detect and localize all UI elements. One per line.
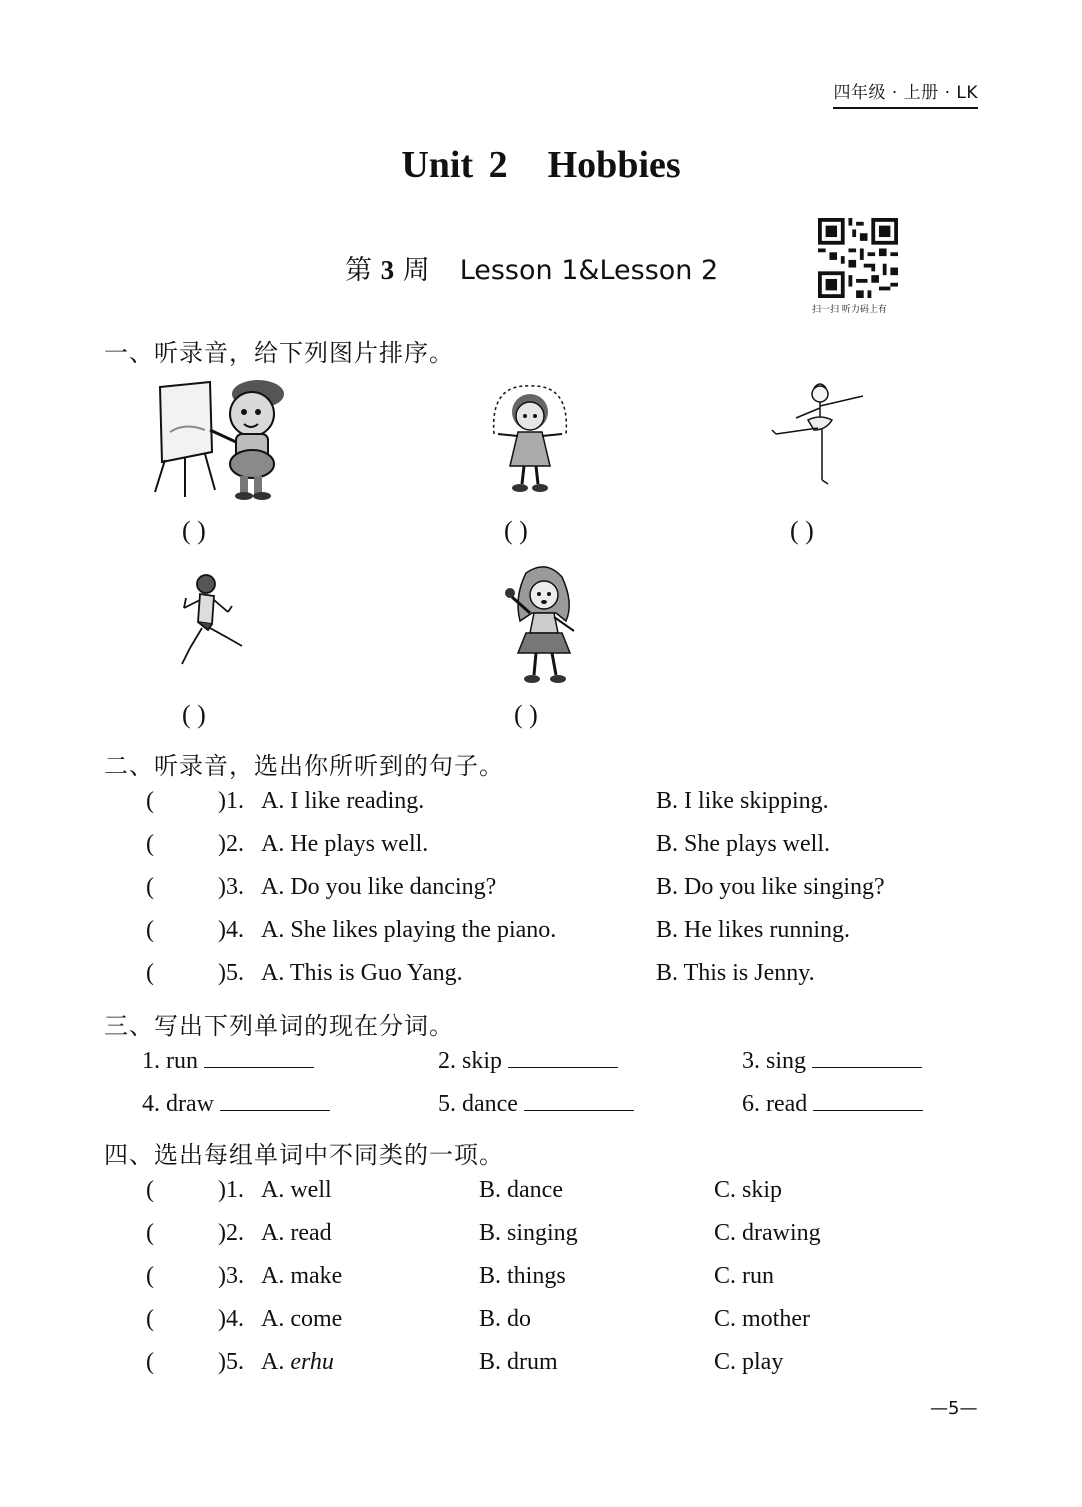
answer-paren-1[interactable]: ( ) [182, 516, 206, 545]
option-b: B. I like skipping. [656, 788, 829, 814]
answer-paren-4[interactable]: ( ) [182, 700, 206, 729]
question-number: )3. [218, 1263, 244, 1289]
word-item: 2. skip [438, 1047, 618, 1075]
word-item: 5. dance [438, 1090, 634, 1118]
question-number: )1. [218, 1177, 244, 1203]
section-3-heading: 三、写出下列单词的现在分词。 [104, 1012, 454, 1040]
option-b: B. dance [479, 1177, 563, 1203]
answer-blank[interactable] [813, 1090, 923, 1111]
answer-paren-3[interactable]: ( ) [790, 516, 814, 545]
option-a: A. read [261, 1220, 332, 1246]
word-item: 3. sing [742, 1047, 922, 1075]
week-subtitle [345, 248, 718, 287]
option-a: A. well [261, 1177, 332, 1203]
option-b: B. do [479, 1306, 532, 1332]
question-number: )1. [218, 788, 244, 814]
boy-running-picture [172, 572, 248, 672]
answer-paren-open[interactable]: ( [146, 917, 154, 943]
question-number: )3. [218, 874, 244, 900]
option-b: B. things [479, 1263, 566, 1289]
answer-blank[interactable] [524, 1090, 634, 1111]
week-label: 第 3 周 [345, 255, 430, 286]
option-b: B. She plays well. [656, 831, 830, 857]
page-number: —5— [930, 1398, 978, 1419]
answer-paren-open[interactable]: ( [146, 788, 154, 814]
unit-name: Hobbies [547, 144, 681, 186]
question-number: )2. [218, 831, 244, 857]
option-b: B. This is Jenny. [656, 960, 815, 986]
qr-caption: 扫一扫 听力码上有 [812, 305, 887, 315]
answer-blank[interactable] [204, 1047, 314, 1068]
girl-singing-picture [496, 563, 584, 687]
option-b: B. drum [479, 1349, 558, 1375]
option-a: A. Do you like dancing? [261, 874, 497, 900]
unit-number: Unit 2 [401, 144, 508, 186]
page-title [0, 143, 1082, 187]
word-item: 4. draw [142, 1090, 330, 1118]
option-c: C. mother [714, 1306, 810, 1332]
option-b: B. He likes running. [656, 917, 850, 943]
option-a: A. make [261, 1263, 343, 1289]
word-item: 1. run [142, 1047, 314, 1075]
option-a: A. This is Guo Yang. [261, 960, 463, 986]
answer-paren-open[interactable]: ( [146, 831, 154, 857]
list-item [146, 788, 154, 815]
answer-paren-open[interactable]: ( [146, 874, 154, 900]
girl-skipping-picture [482, 384, 578, 496]
option-c: C. play [714, 1349, 784, 1375]
option-a: A. I like reading. [261, 788, 425, 814]
option-a: A. He plays well. [261, 831, 429, 857]
qr-code-icon[interactable] [818, 218, 898, 298]
word-item: 6. read [742, 1090, 923, 1118]
answer-paren-open[interactable]: ( [146, 1263, 154, 1289]
lesson-label: Lesson 1&Lesson 2 [459, 255, 719, 286]
option-c: C. skip [714, 1177, 783, 1203]
question-number: )4. [218, 1306, 244, 1332]
option-c: C. run [714, 1263, 774, 1289]
option-b: B. singing [479, 1220, 578, 1246]
answer-paren-open[interactable]: ( [146, 960, 154, 986]
option-a: A. erhu [261, 1349, 334, 1375]
option-a: A. She likes playing the piano. [261, 917, 557, 943]
answer-paren-open[interactable]: ( [146, 1306, 154, 1332]
question-number: )2. [218, 1220, 244, 1246]
italic-word: erhu [290, 1349, 334, 1375]
option-b: B. Do you like singing? [656, 874, 885, 900]
answer-paren-open[interactable]: ( [146, 1349, 154, 1375]
question-number: )4. [218, 917, 244, 943]
grade-tag: 四年级 · 上册 · LK [833, 78, 978, 109]
question-number: )5. [218, 1349, 244, 1375]
section-4-heading: 四、选出每组单词中不同类的一项。 [104, 1141, 504, 1169]
answer-blank[interactable] [812, 1047, 922, 1068]
boy-painting-picture [150, 372, 290, 502]
section-2-heading: 二、听录音，选出你所听到的句子。 [104, 752, 504, 780]
girl-dancing-picture [768, 380, 868, 492]
option-a: A. come [261, 1306, 343, 1332]
question-number: )5. [218, 960, 244, 986]
answer-paren-2[interactable]: ( ) [504, 516, 528, 545]
answer-blank[interactable] [508, 1047, 618, 1068]
answer-paren-open[interactable]: ( [146, 1177, 154, 1203]
option-c: C. drawing [714, 1220, 821, 1246]
answer-blank[interactable] [220, 1090, 330, 1111]
answer-paren-5[interactable]: ( ) [514, 700, 538, 729]
section-1-heading: 一、听录音，给下列图片排序。 [104, 339, 454, 367]
answer-paren-open[interactable]: ( [146, 1220, 154, 1246]
